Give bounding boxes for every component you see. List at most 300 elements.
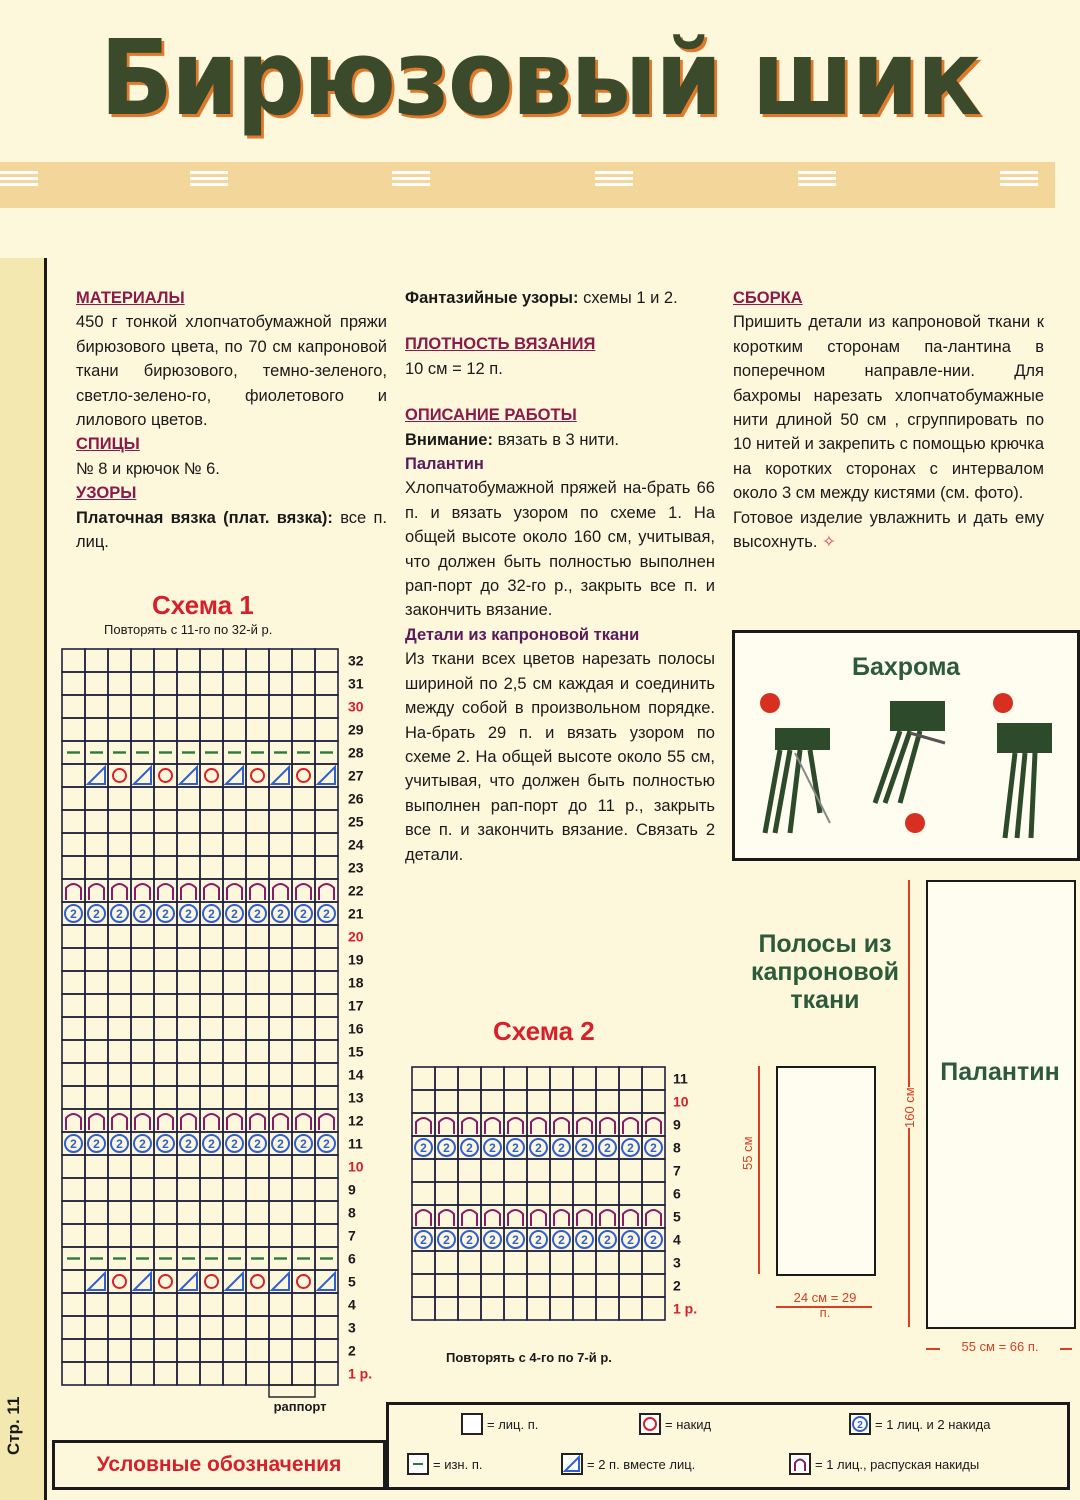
scheme1-note: Повторять с 11-го по 32-й р. [104,622,273,637]
grid-cell [246,810,269,833]
grid-cell [269,833,292,856]
legend-double-yo: 2 = 1 лиц. и 2 накида [849,1413,990,1435]
grid-cell [85,948,108,971]
grid-cell [200,672,223,695]
grid-cell [154,1362,177,1385]
grid-cell [292,948,315,971]
grid-cell [200,1063,223,1086]
double-yo-number: 2 [581,1141,588,1155]
grid-cell [131,1224,154,1247]
grid-cell [458,1090,481,1113]
strip-width-label: 24 см = 29 п. [793,1290,857,1320]
grid-cell [85,718,108,741]
grid-cell [550,1274,573,1297]
grid-cell [315,925,338,948]
grid-cell [85,1086,108,1109]
grid-cell [527,1274,550,1297]
grid-cell [85,1178,108,1201]
grid-cell [246,1017,269,1040]
grid-cell [269,1293,292,1316]
grid-cell [108,718,131,741]
knit-icon [392,168,430,202]
garter-stitch-text: все п. лиц. [76,508,387,552]
grid-cell [85,1017,108,1040]
grid-cell [315,833,338,856]
drop-yo-symbol [112,1114,127,1130]
grid-cell [315,1155,338,1178]
grid-cell [292,764,315,787]
row-number: 11 [673,1070,688,1087]
row-number: 23 [348,859,364,876]
knit-icon [1000,168,1038,202]
grid-cell [154,1178,177,1201]
knit-icon [190,168,228,202]
double-yo-number: 2 [627,1233,634,1247]
grid-cell [62,672,85,695]
grid-cell [154,764,177,787]
grid-cell [481,1274,504,1297]
grid-cell [177,948,200,971]
grid-cell [315,787,338,810]
scheme2-note: Повторять с 4-го по 7-й р. [446,1350,612,1365]
grid-cell [246,1316,269,1339]
row-number: 3 [673,1254,681,1271]
knit-icon [0,168,38,202]
grid-cell [177,833,200,856]
k2tog-symbol [272,767,289,784]
fancy-patterns-label: Фантазийные узоры: [405,289,579,307]
grid-cell [200,695,223,718]
yarn-over-symbol [251,1275,264,1288]
grid-cell [246,764,269,787]
grid-cell [131,718,154,741]
grid-cell [108,649,131,672]
drop-yo-symbol [204,884,219,900]
grid-cell [200,994,223,1017]
grid-cell [619,1159,642,1182]
grid-cell [154,718,177,741]
double-yo-number: 2 [558,1141,565,1155]
double-yo-number: 2 [512,1141,519,1155]
grid-cell [223,994,246,1017]
row-number: 2 [673,1277,681,1294]
grid-cell [85,1201,108,1224]
double-yo-number: 2 [466,1233,473,1247]
double-yo-number: 2 [420,1233,427,1247]
row-number: 11 [348,1135,363,1152]
grid-cell [223,1063,246,1086]
row-number: 6 [673,1185,681,1202]
grid-cell [246,1155,269,1178]
grid-cell [269,718,292,741]
row-number: 4 [348,1296,356,1313]
double-yo-number: 2 [93,907,100,921]
grid-cell [269,1155,292,1178]
row-number: 14 [348,1066,364,1083]
drop-yo-symbol [646,1210,661,1226]
drop-yo-symbol [485,1118,500,1134]
legend-drop: = 1 лиц., распуская накиды [789,1453,979,1475]
grid-cell [573,1159,596,1182]
grid-cell [131,1201,154,1224]
row-number: 28 [348,744,364,761]
grid-cell [154,1040,177,1063]
grid-cell [223,672,246,695]
drop-yo-symbol [66,884,81,900]
grid-cell [642,1090,665,1113]
grid-cell [108,994,131,1017]
grid-cell [481,1297,504,1320]
grid-cell [642,1067,665,1090]
grid-cell [504,1251,527,1274]
grid-cell [619,1297,642,1320]
grid-cell [481,1067,504,1090]
double-yo-number: 2 [300,907,307,921]
grid-cell [269,948,292,971]
drop-yo-symbol [227,1114,242,1130]
grid-cell [315,856,338,879]
grid-cell [85,787,108,810]
grid-cell [269,649,292,672]
grid-cell [504,1274,527,1297]
strip-height-label: 55 см [740,1136,755,1170]
grid-cell [131,1155,154,1178]
grid-cell [200,856,223,879]
grid-cell [292,856,315,879]
grid-cell [315,971,338,994]
grid-cell [108,1316,131,1339]
grid-cell [504,1297,527,1320]
grid-cell [435,1090,458,1113]
grid-cell [292,1017,315,1040]
drop-yo-symbol [508,1118,523,1134]
grid-cell [269,856,292,879]
row-number: 7 [673,1162,681,1179]
fringe-step-1 [760,693,830,833]
legend-title: Условные обозначения [96,1453,342,1476]
double-yo-number: 2 [535,1141,542,1155]
grid-cell [131,1017,154,1040]
grid-cell [108,810,131,833]
fringe-photo-box [732,630,1080,861]
k2tog-symbol [226,1273,243,1290]
drop-yo-symbol [600,1118,615,1134]
grid-cell [108,1224,131,1247]
page-title: Бирюзовый шик [100,17,980,139]
row-number: 5 [673,1208,681,1225]
grid-cell [177,971,200,994]
yarn-over-icon [639,1413,661,1435]
grid-cell [131,1339,154,1362]
drop-yo-symbol [554,1210,569,1226]
grid-cell [223,1293,246,1316]
row-number: 1 р. [673,1300,698,1317]
grid-cell [200,718,223,741]
grid-cell [200,1270,223,1293]
grid-cell [62,833,85,856]
grid-cell [154,1063,177,1086]
grid-cell [292,1086,315,1109]
grid-cell [596,1251,619,1274]
grid-cell [85,1155,108,1178]
drop-yo-symbol [554,1118,569,1134]
drop-yo-symbol [416,1210,431,1226]
grid-cell [596,1297,619,1320]
double-yo-number: 2 [300,1137,307,1151]
grid-cell [504,1159,527,1182]
grid-cell [200,1017,223,1040]
grid-cell [85,1362,108,1385]
double-yo-number: 2 [70,907,77,921]
grid-cell [85,1293,108,1316]
grid-cell [62,695,85,718]
grid-cell [573,1251,596,1274]
drop-yo-symbol [135,884,150,900]
grid-cell [527,1067,550,1090]
grid-cell [223,1155,246,1178]
grid-cell [642,1251,665,1274]
grid-cell [550,1159,573,1182]
grid-cell [527,1182,550,1205]
grid-cell [269,1339,292,1362]
double-yo-number: 2 [231,907,238,921]
drop-yo-symbol [158,884,173,900]
grid-cell [269,695,292,718]
materials-text: 450 г тонкой хлопчатобумажной пряжи бирюзового цвета, по 70 см капроновой ткани бирюзового, темно-зеленого, светло-зелено-го, фиолетового и лилового цветов. [76,313,387,430]
row-number: 10 [348,1158,364,1175]
row-number: 32 [348,652,364,669]
grid-cell [223,1362,246,1385]
grid-cell [269,1316,292,1339]
grid-cell [481,1251,504,1274]
grid-cell [246,1063,269,1086]
grid-cell [200,764,223,787]
double-yo-number: 2 [650,1141,657,1155]
grid-cell [154,1155,177,1178]
grid-cell [108,1339,131,1362]
grid-cell [108,1086,131,1109]
grid-cell [177,1086,200,1109]
grid-cell [292,1040,315,1063]
grid-cell [292,718,315,741]
grid-cell [315,695,338,718]
grid-cell [154,1224,177,1247]
row-number: 15 [348,1043,364,1060]
double-yo-number: 2 [162,907,169,921]
grid-cell [131,1063,154,1086]
fringe-title: Бахрома [851,653,961,681]
grid-cell [62,787,85,810]
k2tog-symbol [318,1273,335,1290]
grid-cell [573,1274,596,1297]
grid-cell [619,1251,642,1274]
double-yo-number: 2 [489,1233,496,1247]
drop-yo-symbol [158,1114,173,1130]
grid-cell [154,948,177,971]
grid-cell [62,1063,85,1086]
drop-yo-symbol [577,1118,592,1134]
grid-cell [154,649,177,672]
grid-cell [292,994,315,1017]
grid-cell [62,1040,85,1063]
purl-stitch-icon [407,1453,429,1475]
drop-yo-symbol [273,1114,288,1130]
drop-yo-symbol [623,1210,638,1226]
grid-cell [292,1224,315,1247]
drop-yo-symbol [319,884,334,900]
double-yo-number: 2 [277,1137,284,1151]
grid-cell [269,1224,292,1247]
grid-cell [435,1159,458,1182]
drop-yo-symbol [462,1210,477,1226]
grid-cell [200,810,223,833]
rapport-bracket [269,1385,315,1397]
grid-cell [527,1297,550,1320]
grid-cell [131,695,154,718]
double-yo-number: 2 [581,1233,588,1247]
row-number: 17 [348,997,364,1014]
double-yo-number: 2 [277,907,284,921]
scheme2-title: Схема 2 [493,1016,595,1046]
materials-column [76,286,387,554]
drop-yo-symbol [227,884,242,900]
grid-cell [315,1316,338,1339]
strip-rectangle [776,1066,876,1276]
grid-cell [292,1063,315,1086]
grid-cell [223,1201,246,1224]
grid-cell [596,1090,619,1113]
row-number: 18 [348,974,364,991]
grid-cell [223,718,246,741]
k2tog-symbol [88,1273,105,1290]
double-yo-number: 2 [420,1141,427,1155]
grid-cell [62,1201,85,1224]
grid-cell [200,1224,223,1247]
double-yo-number: 2 [185,907,192,921]
k2tog-symbol [318,767,335,784]
grid-cell [62,1339,85,1362]
legend-knit: = лиц. п. [461,1413,538,1435]
grid-cell [154,833,177,856]
row-number: 21 [348,905,364,922]
strips-label: Полосы из капроновой ткани [750,930,900,1014]
grid-cell [223,1086,246,1109]
finish-text: Готовое изделие увлажнить и дать ему высохнуть. [733,508,1044,552]
fringe-step-3 [993,693,1052,838]
drop-yo-symbol [250,1114,265,1130]
grid-cell [246,1270,269,1293]
stole-rectangle [926,880,1076,1329]
grid-cell [131,1293,154,1316]
row-number: 27 [348,767,364,784]
grid-cell [108,1040,131,1063]
grid-cell [223,649,246,672]
grid-cell [269,810,292,833]
grid-cell [292,695,315,718]
grid-cell [177,810,200,833]
grid-cell [292,810,315,833]
grid-cell [131,787,154,810]
double-yo-number: 2 [323,1137,330,1151]
grid-cell [246,672,269,695]
grid-cell [642,1159,665,1182]
grid-cell [154,1201,177,1224]
svg-text:2: 2 [857,1420,863,1431]
grid-cell [85,994,108,1017]
grid-cell [315,1362,338,1385]
grid-cell [223,1040,246,1063]
grid-cell [177,1063,200,1086]
grid-cell [315,1063,338,1086]
grid-cell [596,1159,619,1182]
grid-cell [435,1274,458,1297]
drop-yo-symbol [204,1114,219,1130]
grid-cell [458,1182,481,1205]
density-text: 10 см = 12 п. [405,359,503,378]
grid-cell [85,1063,108,1086]
grid-cell [246,1040,269,1063]
grid-cell [458,1251,481,1274]
grid-cell [108,672,131,695]
knit-stitch-icon [461,1413,483,1435]
grid-cell [62,718,85,741]
grid-cell [223,1017,246,1040]
fabric-text: Из ткани всех цветов нарезать полосы шириной по 2,5 см каждая и соединить между собой в произвольном порядке. На-брать 29 п. и вязать узором по схеме 2. На общей высоте около 55 см, учитывая, что должен быть полностью выполнен рап-порт до 11 р., закрыть все п. и закончить вязание. Связать 2 детали. [405,650,715,864]
drop-yo-symbol [66,1114,81,1130]
grid-cell [412,1067,435,1090]
double-yo-number: 2 [535,1233,542,1247]
grid-cell [292,1339,315,1362]
yarn-over-symbol [297,1275,310,1288]
grid-cell [108,695,131,718]
legend-k2tog: = 2 п. вместе лиц. [561,1453,695,1475]
grid-cell [177,672,200,695]
grid-cell [200,1201,223,1224]
grid-cell [527,1159,550,1182]
grid-cell [62,1293,85,1316]
drop-yo-symbol [89,884,104,900]
grid-cell [62,1362,85,1385]
grid-cell [131,925,154,948]
grid-cell [292,1316,315,1339]
grid-cell [154,925,177,948]
grid-cell [200,833,223,856]
grid-cell [154,1316,177,1339]
grid-cell [315,1201,338,1224]
drop-yo-symbol [577,1210,592,1226]
materials-heading: МАТЕРИАЛЫ [76,289,185,307]
grid-cell [62,1017,85,1040]
double-yo-number: 2 [93,1137,100,1151]
grid-cell [154,1339,177,1362]
grid-cell [177,1224,200,1247]
grid-cell [154,971,177,994]
k2tog-symbol [134,1273,151,1290]
grid-cell [619,1274,642,1297]
grid-cell [292,1178,315,1201]
legend-yarn-over: = накид [639,1413,711,1435]
double-yo-number: 2 [116,1137,123,1151]
grid-cell [108,1178,131,1201]
drop-yo-symbol [508,1210,523,1226]
row-number: 13 [348,1089,364,1106]
grid-cell [108,833,131,856]
grid-cell [269,1178,292,1201]
row-number: 8 [348,1204,356,1221]
grid-cell [246,925,269,948]
grid-cell [292,833,315,856]
stole-text: Хлопчатобумажной пряжей на-брать 66 п. и вязать узором по схеме 1. На общей высоте около 160 см, учитывая, что должен быть полностью выполнен рап-порт до 32-го р., закрыть все п. и закончить вязание. [405,479,715,620]
